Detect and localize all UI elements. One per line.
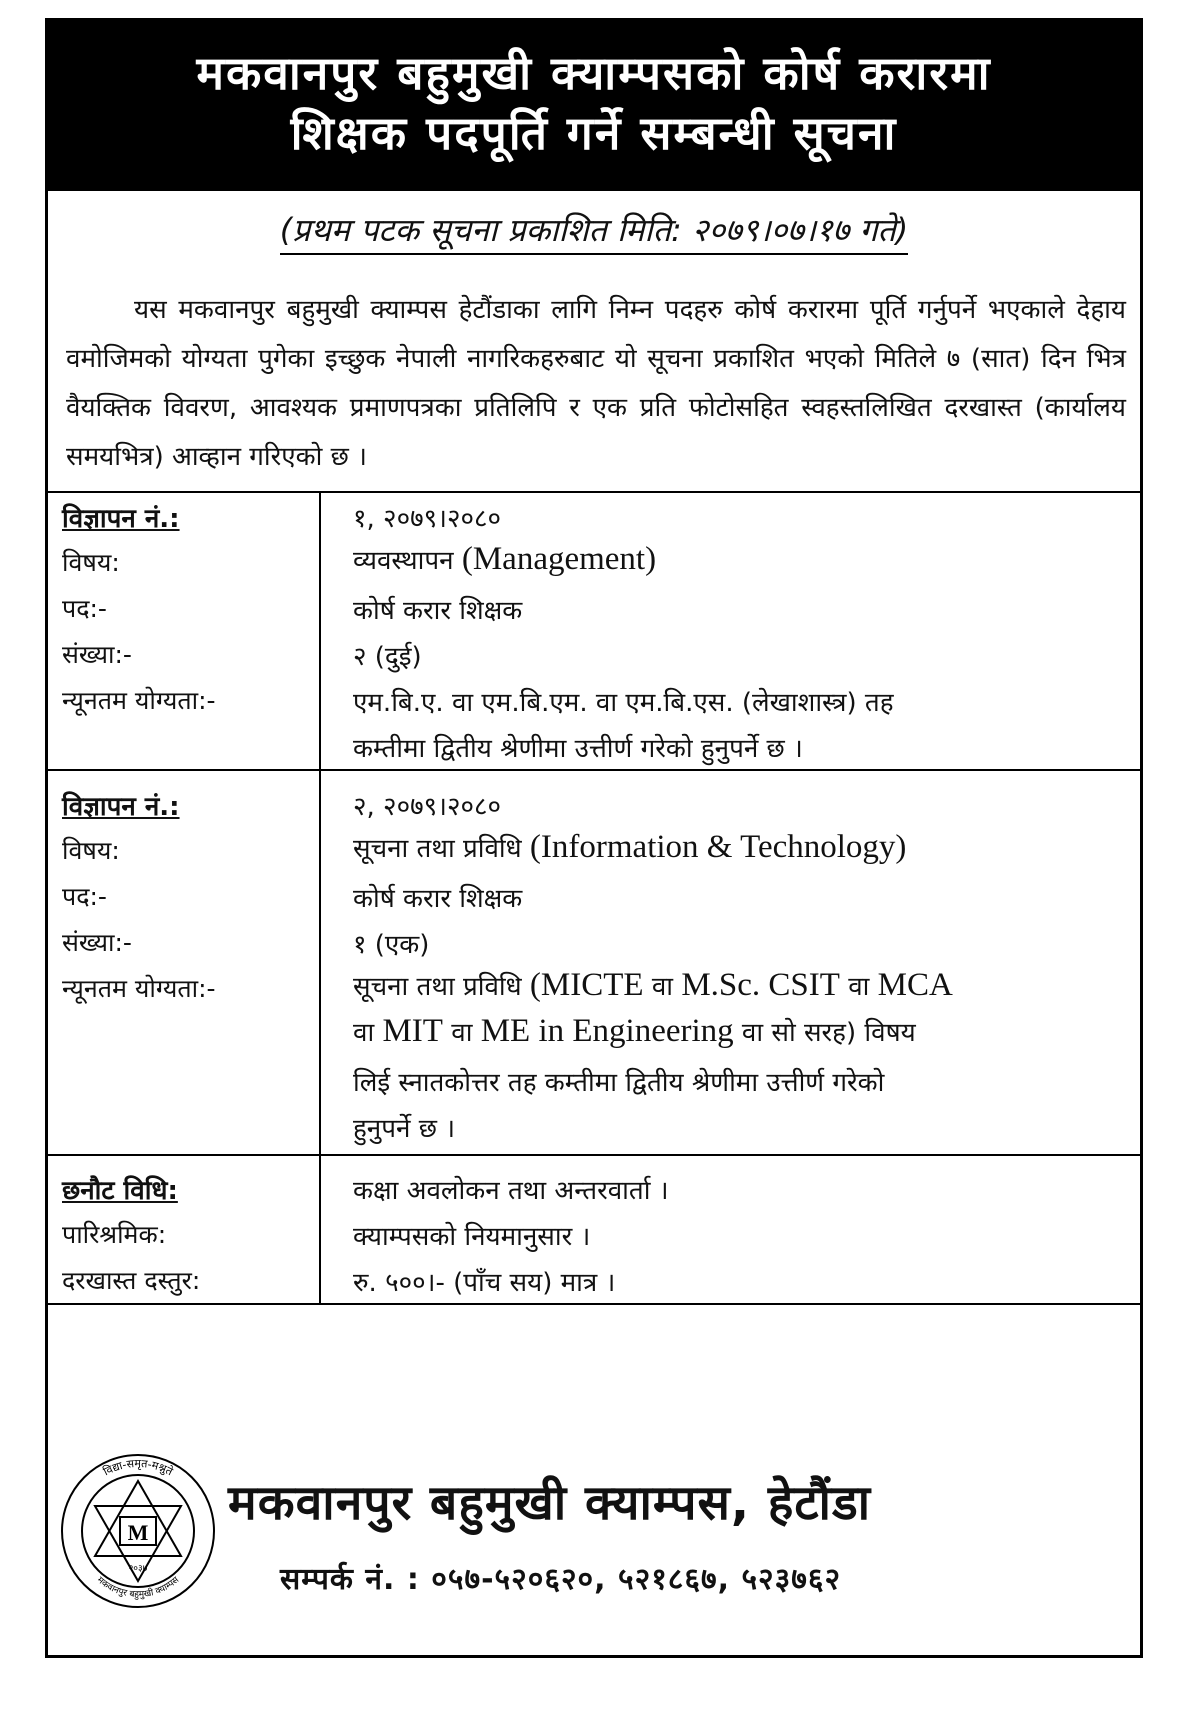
qual-or: वा [651,972,674,1002]
subject-value [353,541,1126,578]
seal-letter: M [127,1520,149,1545]
selection-method-value: कक्षा अवलोकन तथा अन्तरवार्ता । [353,1176,669,1206]
ad-no-value: २, २०७९।२०८० [353,792,502,822]
qual-degree-mit: MIT [382,1013,443,1049]
notice-footer [48,1431,1140,1659]
subject-label: विषय: [62,836,120,865]
qual-or: वा [353,1018,375,1048]
publication-date-line [48,191,1140,281]
application-fee-value: रु. ५००।- (पाँच सय) मात्र । [353,1268,616,1298]
remuneration-value: क्याम्पसको नियमानुसार । [353,1222,591,1252]
seal-name: मकवानपुर बहुमुखी क्याम्पस [94,1575,182,1601]
publication-date-text: (प्रथम पटक सूचना प्रकाशित मिति: २०७९।०७।१७ गते) [280,207,908,255]
qual-degree-micte: (MICTE [529,967,644,1003]
subject-np: व्यवस्थापन [353,546,454,576]
seal-year: २०३७ [128,1564,148,1574]
divider [48,491,1140,493]
qual-or: वा [848,972,870,1002]
post-label: पद:- [62,882,107,911]
count-value: १ (एक) [353,930,430,960]
seal-motto: विद्या-समृत-मश्नुते [101,1456,175,1479]
qual-or: वा [451,1018,473,1048]
subject-np: सूचना तथा प्रविधि [353,834,522,864]
divider [48,1154,1140,1156]
count-label: संख्या:- [62,928,132,957]
min-qualification-line-1 [353,967,1126,1004]
subject-label: विषय: [62,548,120,577]
intro-paragraph [66,286,1126,482]
subject-en: (Management) [461,541,657,577]
min-qualification-line-2: कम्तीमा द्वितीय श्रेणीमा उत्तीर्ण गरेको हुनुपर्ने छ । [353,734,803,764]
ad-no-value: १, २०७९।२०८० [353,504,502,534]
qual-text: वा सो सरह) विषय [741,1018,916,1048]
divider [48,769,1140,771]
post-value: कोर्ष करार शिक्षक [353,596,523,626]
count-label: संख्या:- [62,640,132,669]
notice-header [48,21,1140,189]
qual-degree-mca: MCA [877,967,953,1003]
post-value: कोर्ष करार शिक्षक [353,884,523,914]
ad-no-label: विज्ञापन नं.: [62,792,180,822]
intro-text: यस मकवानपुर बहुमुखी क्याम्पस हेटौंडाका लागि निम्न पदहरु कोर्ष करारमा पूर्ति गर्नुपर्ने भएकाले देहाय वमोजिमको योग्यता पुगेका इच्छुक नेपाली नागरिकहरुबाट यो सूचना प्रकाशित भएको मितिले ७ (सात) दिन भित्र वैयक्तिक विवरण, आवश्यक प्रमाणपत्रका प्रतिलिपि र एक प्रति फोटोसहित स्वहस्तलिखित दरखास्त (कार्यालय समयभित्र) आव्हान गरिएको छ । [66,295,1126,472]
min-qualification-label: न्यूनतम योग्यता:- [62,974,216,1003]
min-qualification-label: न्यूनतम योग्यता:- [62,686,216,715]
campus-name: मकवानपुर बहुमुखी क्याम्पस, हेटौंडा [228,1475,872,1531]
min-qualification-line-1: एम.बि.ए. वा एम.बि.एम. वा एम.बि.एस. (लेखाशास्त्र) तह [353,688,894,718]
qual-degree-msc-csit: M.Sc. CSIT [681,967,840,1003]
min-qualification-line-4: हुनुपर्ने छ । [353,1114,456,1144]
notice-frame [45,18,1143,1658]
post-label: पद:- [62,594,107,623]
subject-en: (Information & Technology) [529,829,907,865]
min-qualification-line-2 [353,1013,1126,1050]
header-line-1: मकवानपुर बहुमुखी क्याम्पसको कोर्ष करारमा [196,46,992,100]
application-fee-label: दरखास्त दस्तुर: [62,1266,201,1295]
column-divider [319,491,321,1303]
divider [48,189,1140,191]
campus-seal-logo [58,1451,218,1611]
divider [48,1303,1140,1305]
qual-degree-me: ME in Engineering [480,1013,734,1049]
subject-value [353,829,1126,866]
qual-text: सूचना तथा प्रविधि [353,972,522,1002]
contact-numbers: सम्पर्क नं. : ०५७-५२०६२०, ५२१८६७, ५२३७६२ [280,1562,842,1597]
ad-no-label: विज्ञापन नं.: [62,504,180,534]
count-value: २ (दुई) [353,642,422,672]
selection-method-label: छनौट विधि: [62,1176,178,1206]
header-line-2: शिक्षक पदपूर्ति गर्ने सम्बन्धी सूचना [290,106,898,160]
remuneration-label: पारिश्रमिक: [62,1220,167,1249]
min-qualification-line-3: लिई स्नातकोत्तर तह कम्तीमा द्वितीय श्रेणीमा उत्तीर्ण गरेको [353,1068,885,1098]
